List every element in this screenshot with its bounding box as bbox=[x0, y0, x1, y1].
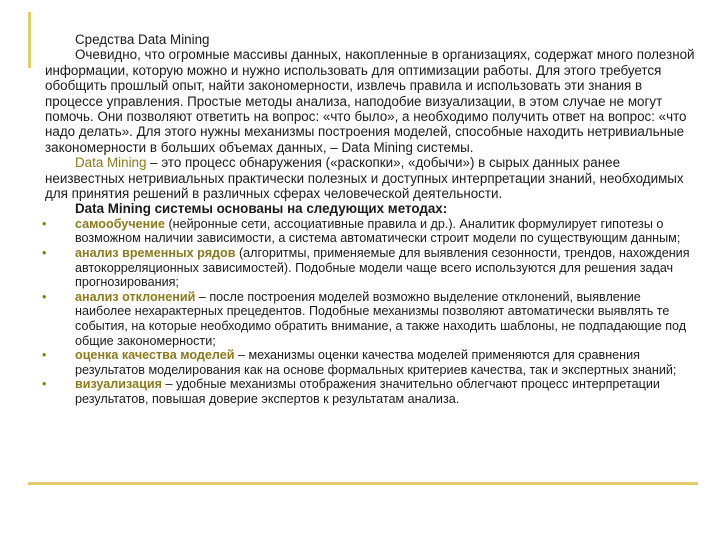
method-term: самообучение bbox=[75, 216, 165, 231]
method-term: визуализация bbox=[75, 377, 162, 392]
method-term: анализ отклонений bbox=[75, 289, 196, 304]
methods-heading: Data Mining системы основаны на следующих методах: bbox=[75, 201, 448, 217]
decorative-vertical-rule bbox=[28, 12, 31, 68]
definition-text: – это процесс обнаружения («раскопки», «добычи») в сырых данных ранее неизвестных нетривиальных практически полезных и доступных интерпретации знаний, необходимых для принятия решений в различных сферах человеческой деятельности. bbox=[45, 155, 684, 202]
method-text: – после построения моделей возможно выделение отклонений, выявление наиболее нехарактерных прецедентов. Подобные механизмы позволяют автоматически выявлять те события, на которые необходимо обратить внимание, а также находить шаблоны, не подпадающие под общие закономерности; bbox=[75, 289, 687, 348]
list-item bbox=[42, 246, 695, 290]
intro-paragraph: Очевидно, что огромные массивы данных, накопленные в организациях, содержат много полезной информации, которую можно и нужно использовать для оптимизации работы. Для этого требуется обобщить прошлый опыт, найти закономерности, извлечь правила и использовать эти знания в процессе управления. Простые методы анализа, наподобие визуализации, в этом случае не могут помочь. Они позволяют ответить на вопрос: «что было», а необходимо получить ответ на вопрос: «что надо делать». Для этого нужны механизмы построения моделей, способные находить нетривиальные закономерности в больших объемах данных, – Data Mining системы. bbox=[45, 47, 695, 155]
method-term: оценка качества моделей bbox=[75, 348, 235, 363]
method-text: (нейронные сети, ассоциативные правила и др.). Аналитик формулирует гипотезы о возможном наличии зависимости, а система автоматически строит модели по существующим данным; bbox=[75, 216, 681, 246]
definition-paragraph bbox=[45, 155, 695, 201]
list-item bbox=[42, 377, 695, 406]
bullet-icon: • bbox=[42, 348, 47, 363]
bullet-icon: • bbox=[42, 377, 47, 392]
list-item bbox=[42, 216, 695, 246]
bullet-icon: • bbox=[42, 246, 47, 261]
method-text: (алгоритмы, применяемые для выявления сезонности, трендов, нахождения автокорреляционных зависимостей). Подобные модели чаще всего используются для решения задач прогнозирования; bbox=[75, 246, 690, 290]
list-item bbox=[42, 348, 695, 377]
bullet-icon: • bbox=[42, 289, 47, 304]
list-item bbox=[42, 289, 695, 348]
method-text: – удобные механизмы отображения значительно облегчают процесс интерпретации результатов, повышая доверие экспертов к результатам анализа. bbox=[75, 377, 660, 406]
bullet-icon: • bbox=[42, 216, 47, 231]
methods-list bbox=[42, 216, 695, 407]
definition-term: Data Mining bbox=[75, 155, 147, 171]
method-term: анализ временных рядов bbox=[75, 246, 236, 261]
method-text: – механизмы оценки качества моделей применяются для сравнения результатов моделирования как на основе формальных критериев качества, так и экспертных знаний; bbox=[75, 348, 677, 377]
document-body bbox=[42, 32, 695, 407]
decorative-horizontal-rule bbox=[28, 482, 698, 485]
document-title: Средства Data Mining bbox=[75, 32, 210, 47]
